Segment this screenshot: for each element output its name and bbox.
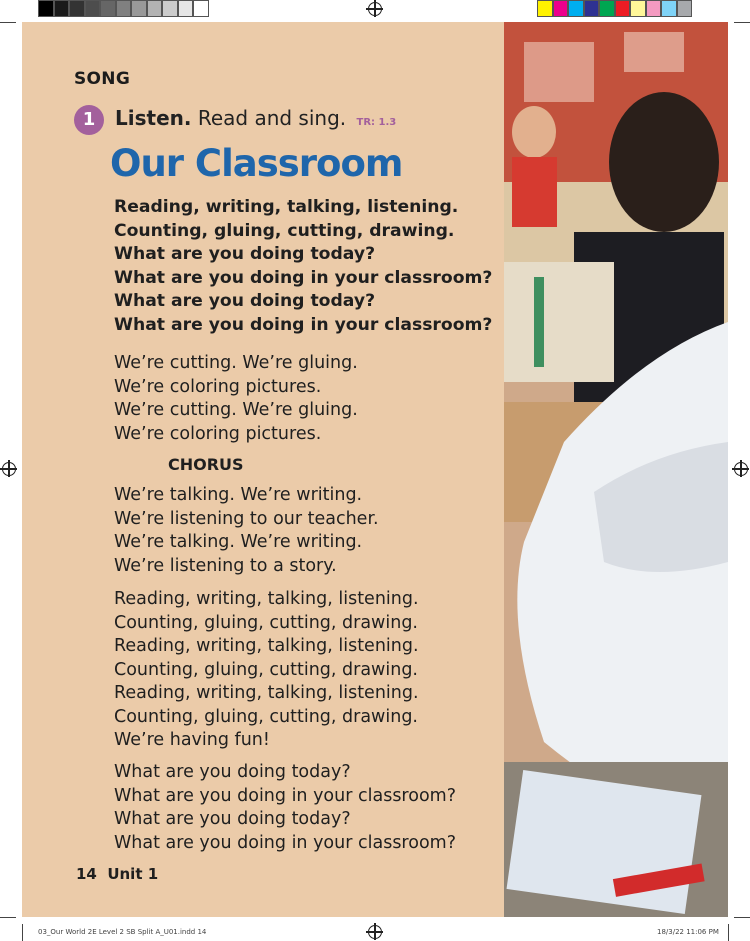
gray-swatch (193, 0, 209, 17)
lyric-line: Reading, writing, talking, listening. (114, 636, 419, 656)
lyric-line: We’re talking. We’re writing. (114, 532, 363, 552)
crop-mark (0, 22, 16, 23)
verse-1 (114, 352, 358, 446)
classroom-photo-illustration (504, 22, 728, 917)
lyric-line: Counting, gluing, cutting, drawing. (114, 612, 418, 633)
lyric-line: What are you doing in your classroom? (114, 832, 456, 853)
slug-timestamp: 18/3/22 11:06 PM (657, 928, 719, 936)
gray-swatch (54, 0, 70, 17)
lyric-line: We’re listening to a story. (114, 555, 337, 576)
lyric-line: Counting, gluing, cutting, drawing. (114, 220, 455, 241)
song-title: Our Classroom (110, 142, 403, 185)
lyric-line: What are you doing today? (114, 244, 376, 264)
color-swatch (615, 0, 631, 17)
lyric-line: What are you doing in your classroom? (114, 314, 493, 335)
color-swatch (584, 0, 600, 17)
crop-mark (0, 917, 16, 918)
gray-swatch (162, 0, 178, 17)
instruction-text: Read and sing. (197, 106, 347, 130)
lyric-line: We’re cutting. We’re gluing. (114, 353, 358, 373)
gray-swatch (147, 0, 163, 17)
crop-mark (734, 917, 750, 918)
crop-mark (22, 924, 23, 941)
activity-instruction (115, 106, 396, 130)
gray-swatch (38, 0, 54, 17)
lyric-line: What are you doing in your classroom? (114, 785, 456, 806)
color-swatch (553, 0, 569, 17)
registration-mark-icon (368, 925, 382, 939)
chorus-label: CHORUS (168, 455, 244, 474)
color-swatch (537, 0, 553, 17)
page-footer: 14 Unit 1 (76, 865, 159, 883)
track-number: TR: 1.3 (356, 117, 397, 128)
lyric-line: What are you doing today? (114, 809, 351, 829)
verse-2 (114, 484, 379, 578)
lyric-line: We’re coloring pictures. (114, 423, 322, 444)
gray-swatch (116, 0, 132, 17)
section-label: SONG (74, 69, 131, 89)
color-swatch (661, 0, 677, 17)
lyric-line: What are you doing in your classroom? (114, 267, 493, 288)
chorus-stanza (114, 196, 492, 337)
lyric-line: We’re coloring pictures. (114, 376, 322, 397)
lyric-line: Counting, gluing, cutting, drawing. (114, 706, 418, 727)
gray-swatch (178, 0, 194, 17)
gray-swatch (69, 0, 85, 17)
color-swatch (677, 0, 693, 17)
color-swatch (599, 0, 615, 17)
lyric-line: Reading, writing, talking, listening. (114, 197, 459, 217)
color-swatch (568, 0, 584, 17)
lyric-line: Counting, gluing, cutting, drawing. (114, 659, 418, 680)
lyric-line: We’re having fun! (114, 730, 270, 750)
verse-4 (114, 761, 456, 855)
lyric-line: What are you doing today? (114, 291, 376, 311)
grayscale-color-bar (38, 0, 209, 17)
instruction-bold: Listen. (115, 106, 192, 130)
registration-mark-icon (734, 462, 748, 476)
slug-filename: 03_Our World 2E Level 2 SB Split A_U01.indd 14 (38, 928, 207, 936)
lyric-line: Reading, writing, talking, listening. (114, 589, 419, 609)
lyric-line: Reading, writing, talking, listening. (114, 683, 419, 703)
classroom-photo (504, 22, 728, 917)
color-swatch (646, 0, 662, 17)
activity-number-badge: 1 (74, 105, 104, 135)
lyric-line: We’re cutting. We’re gluing. (114, 400, 358, 420)
lyric-line: What are you doing today? (114, 762, 351, 782)
crop-mark (728, 924, 729, 941)
process-color-bar (537, 0, 692, 17)
color-swatch (630, 0, 646, 17)
gray-swatch (131, 0, 147, 17)
verse-3 (114, 588, 419, 753)
crop-mark (734, 22, 750, 23)
gray-swatch (85, 0, 101, 17)
lyric-line: We’re listening to our teacher. (114, 508, 379, 529)
registration-mark-icon (368, 2, 382, 16)
gray-swatch (100, 0, 116, 17)
lyric-line: We’re talking. We’re writing. (114, 485, 363, 505)
registration-mark-icon (2, 462, 16, 476)
